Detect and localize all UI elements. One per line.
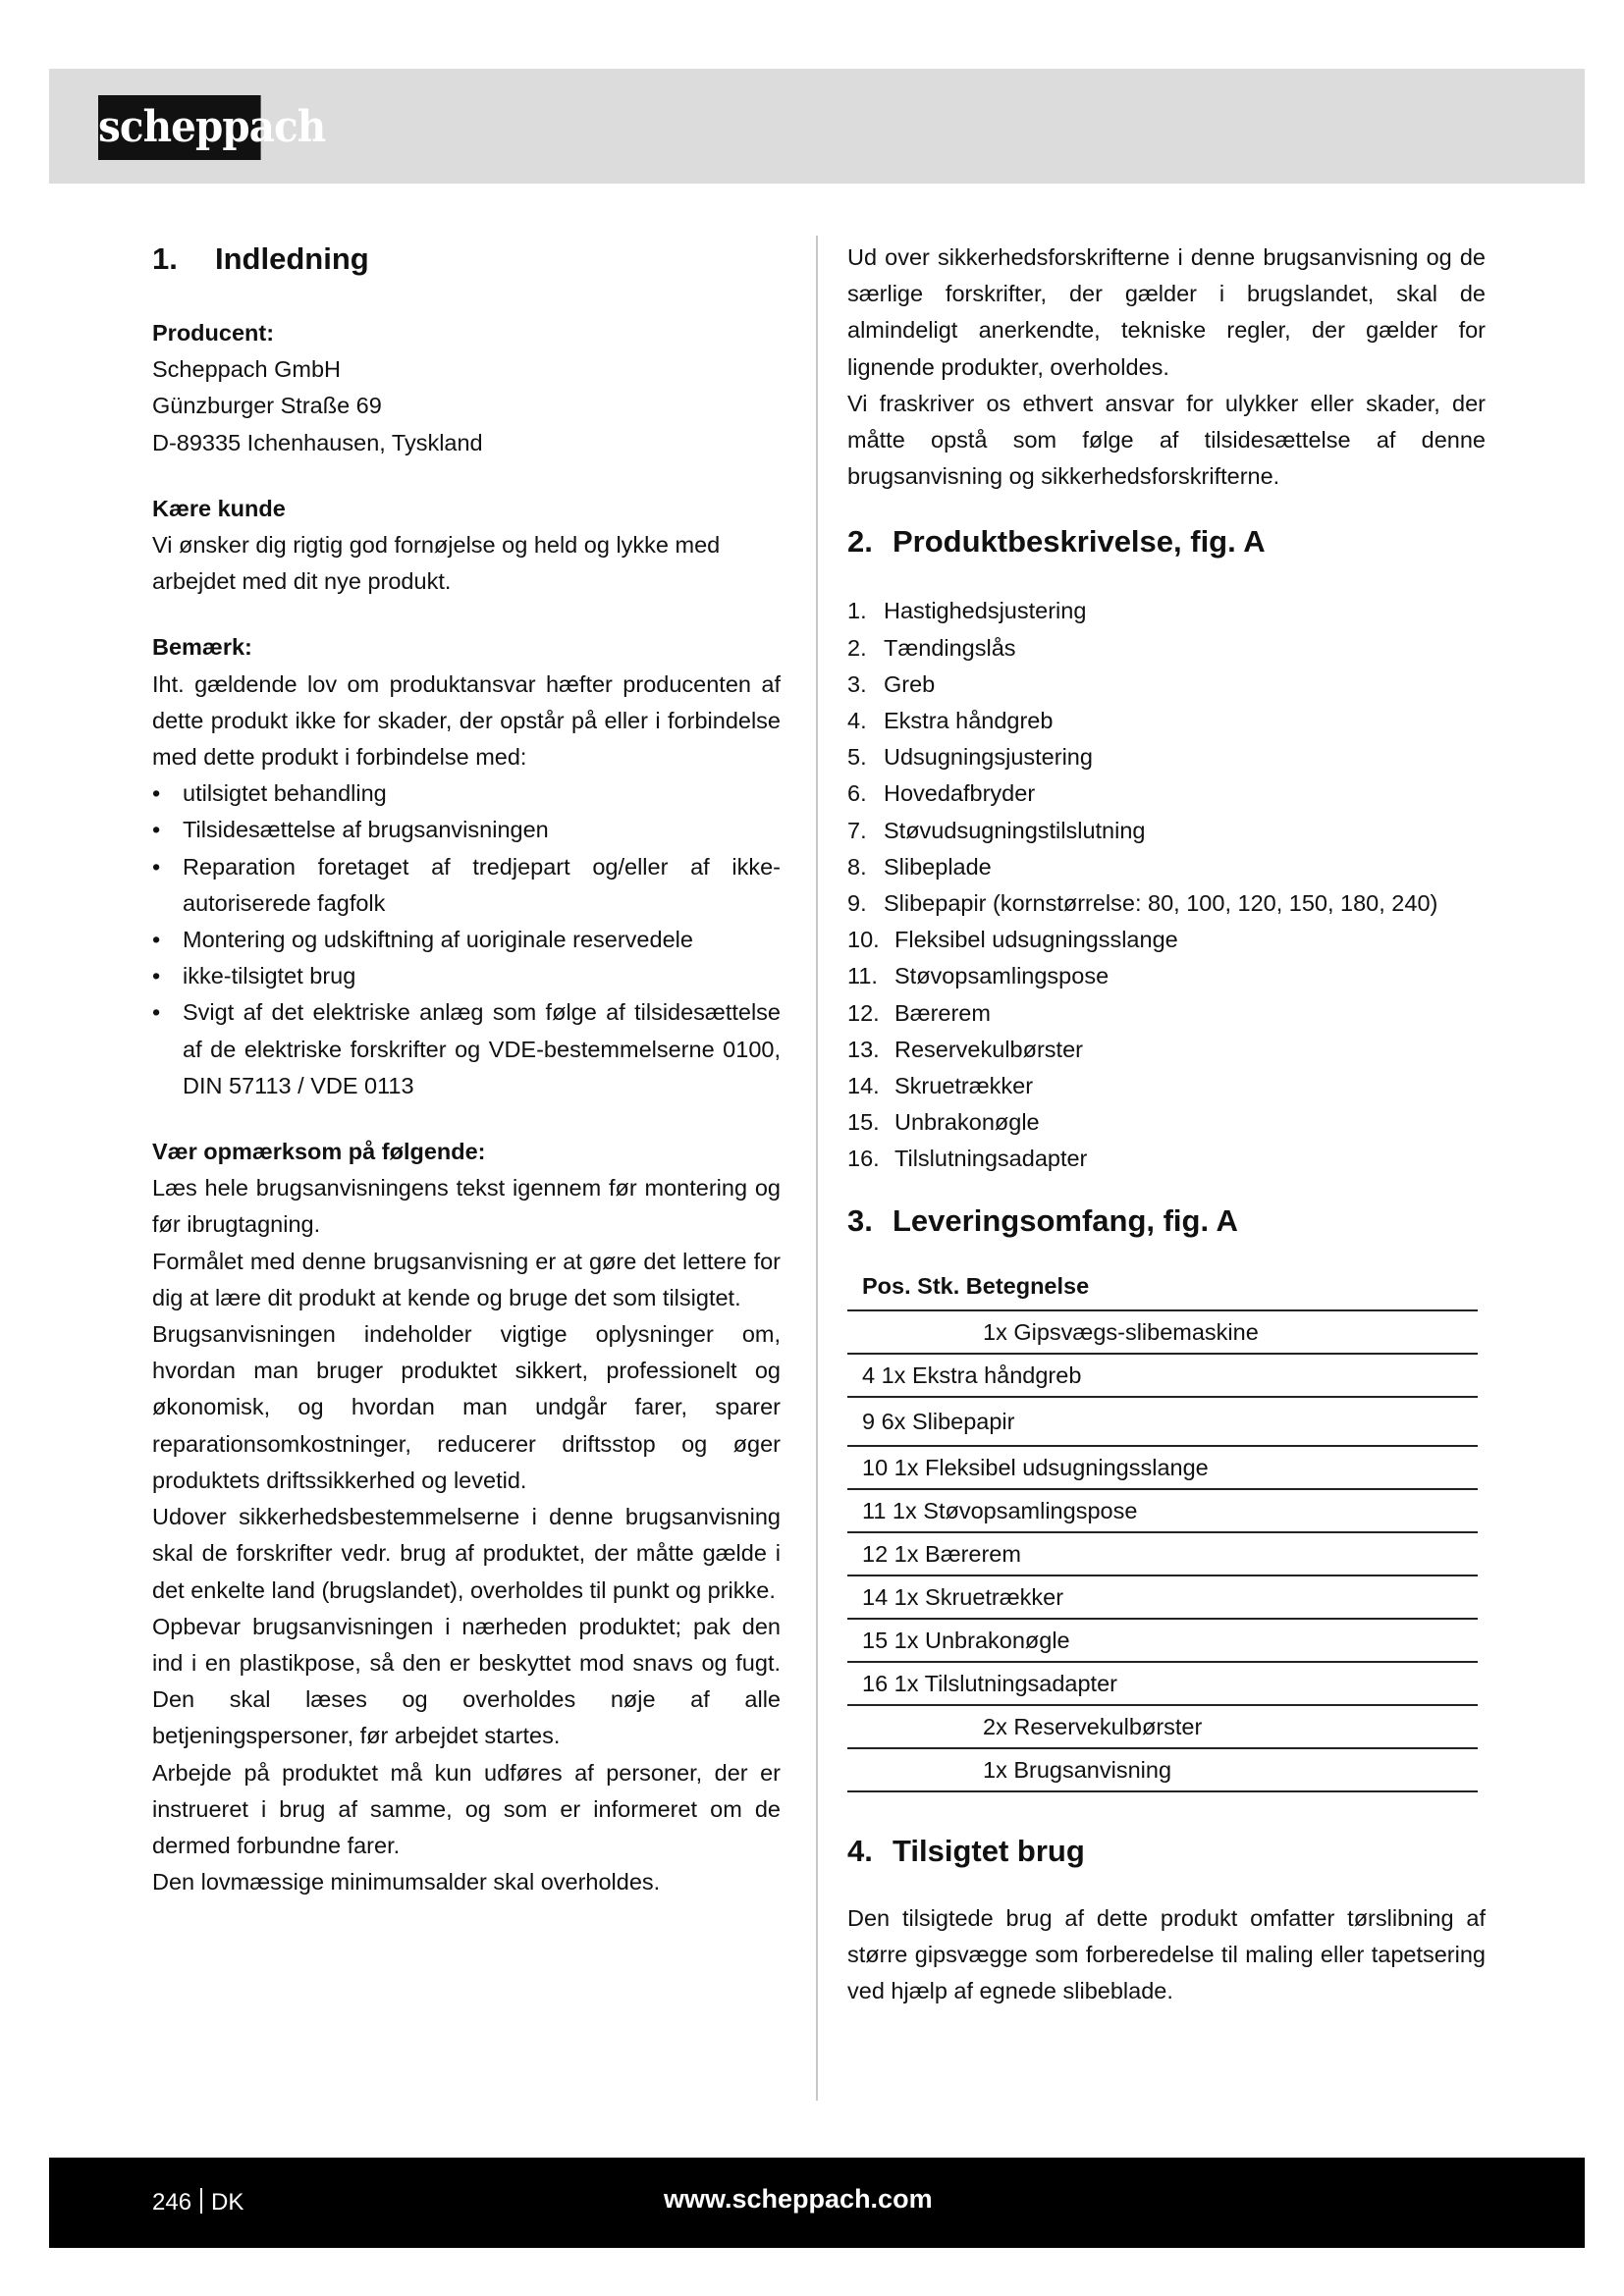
list-item: [847, 1068, 1486, 1104]
list-item: • Montering og udskiftning af uoriginale reservedele: [152, 922, 781, 958]
table-cell: 14 1x Skruetrækker: [847, 1575, 1478, 1619]
table-row: [847, 1354, 1478, 1397]
header-band: [49, 69, 1585, 184]
producer-label: Producent:: [152, 320, 275, 346]
table-row: [847, 1489, 1478, 1532]
item-text: Støvudsugningstilslutning: [884, 817, 1146, 843]
item-number: 5.: [847, 744, 867, 771]
item-text: Tilslutningsadapter: [894, 1146, 1088, 1172]
item-number: 14.: [847, 1073, 880, 1099]
item-text: Udsugningsjustering: [884, 744, 1093, 771]
attention-paragraph: Formålet med denne brugsanvisning er at gøre det lettere for dig at lære dit produkt at kende og bruge det som tilsigtet.: [152, 1248, 781, 1310]
item-text: Støvopsamlingspose: [894, 963, 1110, 989]
list-item: • ikke-tilsigtet brug: [152, 958, 781, 994]
table-header: Pos. Stk. Betegnelse: [847, 1264, 1478, 1310]
item-text: Ekstra håndgreb: [884, 708, 1054, 734]
intro-paragraph: Vi fraskriver os ethvert ansvar for ulykker eller skader, der måtte opstå som følge af tilsidesættelse af denne brugsanvisning og sikkerhedsforskrifterne.: [847, 390, 1486, 490]
item-number: 13.: [847, 1036, 880, 1062]
website-link[interactable]: www.scheppach.com: [664, 2184, 933, 2214]
intended-use-text: Den tilsigtede brug af dette produkt omfatter tørslibning af større gipsvægge som forberedelse til maling eller tapetsering ved hjælp af egnede slibeblade.: [847, 1904, 1486, 2004]
item-number: 15.: [847, 1109, 880, 1136]
attention-paragraph: Arbejde på produktet må kun udføres af personer, der er instrueret i brug af samme, og som er informeret om de dermed forbundne farer.: [152, 1759, 781, 1858]
list-item: [847, 1141, 1486, 1177]
item-text: Greb: [884, 670, 936, 697]
table-cell: 15 1x Unbrakonøgle: [847, 1619, 1478, 1662]
attention-paragraph: Opbevar brugsanvisningen i nærheden produktet; pak den ind i en plastikpose, så den er beskyttet mod snavs og fugt. Den skal læses og overholdes nøje af alle betjeningspersoner, før arbejdet startes.: [152, 1613, 781, 1749]
section-1-heading: [152, 240, 781, 279]
parts-list: [847, 593, 1486, 1177]
list-item: [847, 849, 1486, 885]
section-number: 4.: [847, 1833, 873, 1868]
scheppach-logo[interactable]: scheppach: [98, 95, 261, 160]
section-2-heading: [847, 522, 1486, 561]
list-item: [847, 995, 1486, 1032]
list-item: [847, 593, 1486, 629]
item-number: 11.: [847, 963, 878, 989]
producer-line: Günzburger Straße 69: [152, 393, 382, 419]
item-number: 8.: [847, 853, 867, 880]
page-number-label: [152, 2187, 244, 2218]
table-row: [847, 1575, 1478, 1619]
intro-paragraph: Ud over sikkerhedsforskrifterne i denne brugsanvisning og de særlige forskrifter, der gælder i brugslandet, skal de almindeligt anerkendte, tekniske regler, der gælder for lignende produkter, overholdes.: [847, 244, 1486, 380]
table-cell: 10 1x Fleksibel udsugningsslange: [847, 1446, 1478, 1489]
item-number: 1.: [847, 598, 867, 624]
item-number: 3.: [847, 670, 867, 697]
delivery-scope-table: [847, 1264, 1478, 1792]
list-item: [847, 630, 1486, 667]
list-item: • Reparation foretaget af tredjepart og/eller af ikke-autoriserede fagfolk: [152, 849, 781, 922]
table-row: [847, 1662, 1478, 1705]
item-text: Hovedafbryder: [884, 780, 1036, 807]
list-item: [847, 922, 1486, 958]
note-text: Iht. gældende lov om produktansvar hæfter producenten af dette produkt ikke for skader, der opstår på eller i forbindelse med dette produkt i forbindelse med:: [152, 670, 781, 771]
list-item: [847, 1032, 1486, 1068]
list-item: [847, 1104, 1486, 1141]
list-item: [847, 885, 1486, 922]
table-row: [847, 1397, 1478, 1446]
table-row: [847, 1748, 1478, 1791]
table-cell: 11 1x Støvopsamlingspose: [847, 1489, 1478, 1532]
item-text: Skruetrækker: [894, 1073, 1034, 1099]
section-title: Produktbeskrivelse, fig. A: [893, 524, 1266, 560]
language-code: DK: [211, 2189, 244, 2216]
table-cell: 12 1x Bærerem: [847, 1532, 1478, 1575]
item-number: 12.: [847, 999, 880, 1026]
table-cell: 1x Gipsvægs-slibemaskine: [847, 1310, 1478, 1354]
item-number: 16.: [847, 1146, 880, 1172]
item-number: 7.: [847, 817, 867, 843]
table-cell: 9 6x Slibepapir: [847, 1397, 1478, 1446]
item-text: Reservekulbørster: [894, 1036, 1083, 1062]
list-item: • utilsigtet behandling: [152, 775, 781, 812]
section-title: Tilsigtet brug: [893, 1833, 1085, 1868]
section-4-heading: [847, 1832, 1486, 1871]
item-text: Hastighedsjustering: [884, 598, 1087, 624]
item-number: 10.: [847, 927, 880, 953]
dear-customer-label: Kære kunde: [152, 495, 286, 521]
page-number: 246: [152, 2189, 192, 2216]
list-item: [847, 775, 1486, 812]
note-label: Bemærk:: [152, 634, 252, 661]
table-row: [847, 1446, 1478, 1489]
list-item: [847, 739, 1486, 775]
list-item: [847, 958, 1486, 994]
item-number: 2.: [847, 634, 867, 661]
section-number: 2.: [847, 524, 873, 560]
attention-paragraph: Læs hele brugsanvisningens tekst igennem før montering og før ibrugtagning.: [152, 1175, 781, 1238]
section-number: 1.: [152, 241, 178, 276]
divider: [200, 2188, 202, 2214]
producer-line: Scheppach GmbH: [152, 356, 342, 383]
item-text: Unbrakonøgle: [894, 1109, 1040, 1136]
item-text: Slibeplade: [884, 853, 992, 880]
table-cell: 1x Brugsanvisning: [847, 1748, 1478, 1791]
attention-paragraph: Den lovmæssige minimumsalder skal overholdes.: [152, 1869, 661, 1896]
item-text: Bærerem: [894, 999, 991, 1026]
list-item: [847, 703, 1486, 739]
column-divider: [816, 236, 818, 2101]
footer-band: [49, 2158, 1585, 2248]
left-column: [152, 240, 781, 1900]
dear-customer-text: Vi ønsker dig rigtig god fornøjelse og held og lykke med arbejdet med dit nye produkt.: [152, 532, 721, 595]
note-bullet-list: [152, 775, 781, 1104]
table-cell: 4 1x Ekstra håndgreb: [847, 1354, 1478, 1397]
table-row: [847, 1619, 1478, 1662]
table-row: [847, 1310, 1478, 1354]
item-number: 6.: [847, 780, 867, 807]
item-text: Fleksibel udsugningsslange: [894, 927, 1178, 953]
attention-label: Vær opmærksom på følgende:: [152, 1139, 486, 1165]
item-number: 4.: [847, 708, 867, 734]
section-title: Leveringsomfang, fig. A: [893, 1202, 1238, 1238]
section-title: Indledning: [215, 241, 369, 276]
list-item: • Tilsidesættelse af brugsanvisningen: [152, 812, 781, 848]
item-number: 9.: [847, 890, 867, 917]
table-row: [847, 1705, 1478, 1748]
table-cell: 2x Reservekulbørster: [847, 1705, 1478, 1748]
table-cell: 16 1x Tilslutningsadapter: [847, 1662, 1478, 1705]
section-3-heading: [847, 1201, 1486, 1241]
table-row: [847, 1532, 1478, 1575]
producer-line: D-89335 Ichenhausen, Tyskland: [152, 429, 483, 455]
attention-paragraph: Udover sikkerhedsbestemmelserne i denne brugsanvisning skal de forskrifter vedr. brug af produktet, der måtte gælde i det enkelte land (brugslandet), overholdes til punkt og prikke.: [152, 1504, 781, 1603]
attention-paragraph: Brugsanvisningen indeholder vigtige oplysninger om, hvordan man bruger produktet sikkert, professionelt og økonomisk, og hvordan man undgår farer, sparer reparationsomkostninger, reducerer driftsstop og øger produktets driftssikkerhed og levetid.: [152, 1321, 781, 1493]
list-item: [847, 667, 1486, 703]
list-item: • Svigt af det elektriske anlæg som følge af tilsidesættelse af de elektriske forskrifter og VDE-bestemmelserne 0100, DIN 57113 / VDE 0113: [152, 994, 781, 1104]
item-text: Tændingslås: [884, 634, 1016, 661]
list-item: [847, 813, 1486, 849]
section-number: 3.: [847, 1202, 873, 1238]
right-column: [847, 240, 1486, 2009]
item-text: Slibepapir (kornstørrelse: 80, 100, 120, 150, 180, 240): [884, 890, 1438, 917]
